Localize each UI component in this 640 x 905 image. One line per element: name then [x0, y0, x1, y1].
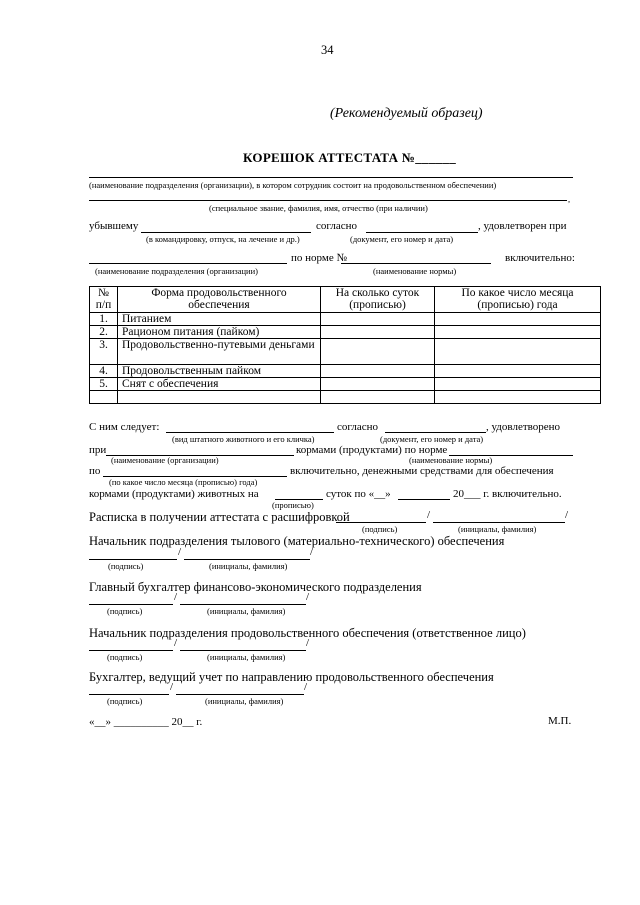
hint-norm-name: (наименование нормы) [373, 266, 457, 276]
hint-signature: (подпись) [107, 606, 143, 616]
signature-title: Начальник подразделения тылового (материально-технического) обеспечения [89, 534, 505, 548]
hint-trip: (в командировку, отпуск, на лечение и др.) [146, 234, 300, 244]
row-number: 5. [90, 378, 118, 391]
header-form: Форма продовольственного обеспечения [118, 287, 321, 313]
signature-title: Начальник подразделения продовольственного обеспечения (ответственное лицо) [89, 626, 526, 640]
date-line: «__» __________ 20__ г. [89, 716, 203, 728]
row-form: Питанием [118, 313, 321, 326]
signature-title: Главный бухгалтер финансово-экономического подразделения [89, 580, 422, 594]
label-feed-norm: кормами (продуктами) по норме [296, 444, 448, 456]
label-at: при [89, 444, 107, 456]
recommended-sample: (Рекомендуемый образец) [330, 106, 483, 121]
page-number: 34 [321, 43, 334, 57]
hint-signature: (подпись) [107, 652, 143, 662]
hint-initials: (инициалы, фамилия) [209, 561, 288, 571]
row-form: Продовольственным пайком [118, 365, 321, 378]
document-title: КОРЕШОК АТТЕСТАТА №______ [243, 150, 457, 165]
hint-initials: (инициалы, фамилия) [458, 524, 537, 534]
label-according-2: согласно [337, 421, 378, 433]
label-money: включительно, денежными средствами для обеспечения [290, 465, 554, 477]
hint-until-date: (по какое число месяца (прописью) года) [109, 477, 258, 487]
row-number: 1. [90, 313, 118, 326]
hint-initials: (инициалы, фамилия) [207, 606, 286, 616]
hint-organization: (наименование (организации) [111, 455, 219, 465]
row-number: 3. [90, 339, 118, 365]
hint-initials: (инициалы, фамилия) [207, 652, 286, 662]
label-receipt: Расписка в получении аттестата с расшифровкой [89, 510, 350, 524]
signature-title: Бухгалтер, ведущий учет по направлению продовольственного обеспечения [89, 670, 494, 684]
label-norm: по норме № [291, 252, 347, 264]
hint-subdivision: (наименование подразделения (организации), в котором сотрудник состоит на продовольственном обеспечении) [89, 180, 497, 190]
hint-in-words: (прописью) [272, 500, 314, 510]
hint-signature: (подпись) [107, 696, 143, 706]
label-follows: С ним следует: [89, 421, 160, 433]
label-departed: убывшему [89, 220, 139, 232]
row-number: 4. [90, 365, 118, 378]
label-according: согласно [316, 220, 357, 232]
provision-table [89, 286, 601, 404]
label-satisfied: , удовлетворен при [478, 220, 567, 232]
hint-document: (документ, его номер и дата) [350, 234, 454, 244]
hint-signature: (подпись) [108, 561, 144, 571]
hint-animal: (вид штатного животного и его кличка) [172, 434, 315, 444]
row-form: Рационом питания (пайком) [118, 326, 321, 339]
hint-norm-name-2: (наименование нормы) [409, 455, 493, 465]
row-form: Продовольственно-путевыми деньгами [118, 339, 321, 365]
hint-subdivision-org: (наименование подразделения (организации) [95, 266, 258, 276]
label-year-inclusive: 20___ г. включительно. [453, 488, 562, 500]
label-until: по [89, 465, 101, 477]
stamp-place: М.П. [548, 715, 572, 727]
hint-document-2: (документ, его номер и дата) [380, 434, 484, 444]
header-until: По какое число месяца (прописью) года [435, 287, 601, 313]
hint-signature: (подпись) [362, 524, 398, 534]
hint-initials: (инициалы, фамилия) [205, 696, 284, 706]
hint-fullname: (специальное звание, фамилия, имя, отчество (при наличии) [209, 203, 428, 213]
header-number: № п/п [90, 287, 118, 313]
label-feed-days: кормами (продуктами) животных на [89, 488, 259, 500]
row-number: 2. [90, 326, 118, 339]
label-inclusive: включительно: [505, 252, 575, 264]
header-days: На сколько суток (прописью) [321, 287, 435, 313]
label-satisfied-2: , удовлетворено [486, 421, 561, 433]
row-form: Снят с обеспечения [118, 378, 321, 391]
label-days-by: суток по «__» [326, 488, 391, 500]
